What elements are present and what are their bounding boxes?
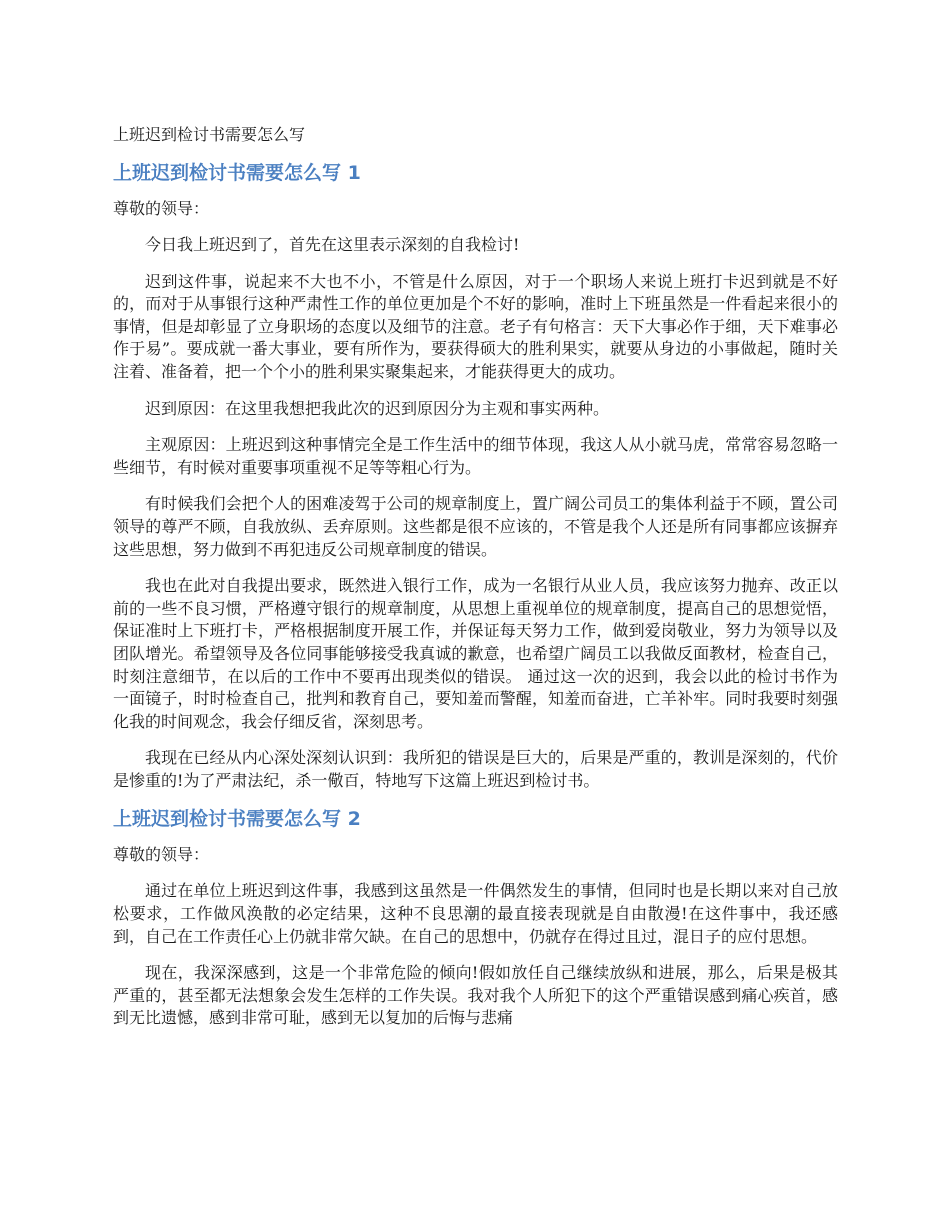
document-title: 上班迟到检讨书需要怎么写 [113,125,306,144]
paragraph: 通过在单位上班迟到这件事，我感到这虽然是一件偶然发生的事情，但同时也是长期以来对自己放松要求，工作做风涣散的必定结果，这种不良思潮的最直接表现就是自由散漫!在这件事中，我还感到，自己在工作责任心上仍就非常欠缺。在自己的思想中，仍就存在得过且过，混日子的应付思想。 [113,881,838,946]
paragraph: 迟到原因：在这里我想把我此次的迟到原因分为主观和事实两种。 [145,398,610,418]
section-1 [113,160,838,792]
salutation: 尊敬的领导： [113,845,210,865]
paragraph: 我也在此对自我提出要求，既然进入银行工作，成为一名银行从业人员，我应该努力抛弃、改正以前的一些不良习惯，严格遵守银行的规章制度，从思想上重视单位的规章制度，提高自己的思想觉悟，保证准时上下班打卡，严格根据制度开展工作，并保证每天努力工作，做到爱岗敬业，努力为领导以及团队增光。希望领导及各位同事能够接受我真诚的歉意，也希望广阔员工以我做反面教材，检查自己，时刻注意细节，在以后的工作中不要再出现类似的错误。 通过这一次的迟到，我会以此的检讨书作为一面镜子，时时检查自己，批判和教育自己，要知羞而警醒，知羞而奋进，亡羊补牢。同时我要时刻强化我的时间观念，我会仔细反省，深刻思考。 [113,576,838,731]
paragraph: 主观原因：上班迟到这种事情完全是工作生活中的细节体现，我这人从小就马虎，常常容易忽略一些细节，有时候对重要事项重视不足等等粗心行为。 [113,435,838,477]
paragraph: 有时候我们会把个人的困难凌驾于公司的规章制度上，置广阔公司员工的集体利益于不顾，置公司领导的尊严不顾，自我放纵、丢弃原则。这些都是很不应该的，不管是我个人还是所有同事都应该摒弃这些思想，努力做到不再犯违反公司规章制度的错误。 [113,494,838,559]
salutation: 尊敬的领导： [113,199,210,218]
paragraph: 现在，我深深感到，这是一个非常危险的倾向!假如放任自己继续放纵和进展，那么，后果是极其严重的，甚至都无法想象会发生怎样的工作失误。我对我个人所犯下的这个严重错误感到痛心疾首，感到无比遗憾，感到非常可耻，感到无以复加的后悔与悲痛 [113,963,838,1028]
section-heading: 上班迟到检讨书需要怎么写 1 [113,162,361,184]
paragraph: 迟到这件事，说起来不大也不小，不管是什么原因，对于一个职场人来说上班打卡迟到就是不好的，而对于从事银行这种严肃性工作的单位更加是个不好的影响，准时上下班虽然是一件看起来很小的事情，但是却彰显了立身职场的态度以及细节的注意。老子有句格言：天下大事必作于细，天下难事必作于易”。要成就一番大事业，要有所作为，要获得硕大的胜利果实，就要从身边的小事做起，随时关注着、准备着，把一个个小的胜利果实聚集起来，才能获得更大的成功。 [113,271,838,381]
section-2 [113,806,838,1030]
section-heading: 上班迟到检讨书需要怎么写 2 [113,808,361,831]
paragraph: 今日我上班迟到了，首先在这里表示深刻的自我检讨! [145,235,520,254]
paragraph: 我现在已经从内心深处深刻认识到：我所犯的错误是巨大的，后果是严重的，教训是深刻的，代价是惨重的!为了严肃法纪，杀一儆百，特地写下这篇上班迟到检讨书。 [113,748,838,790]
